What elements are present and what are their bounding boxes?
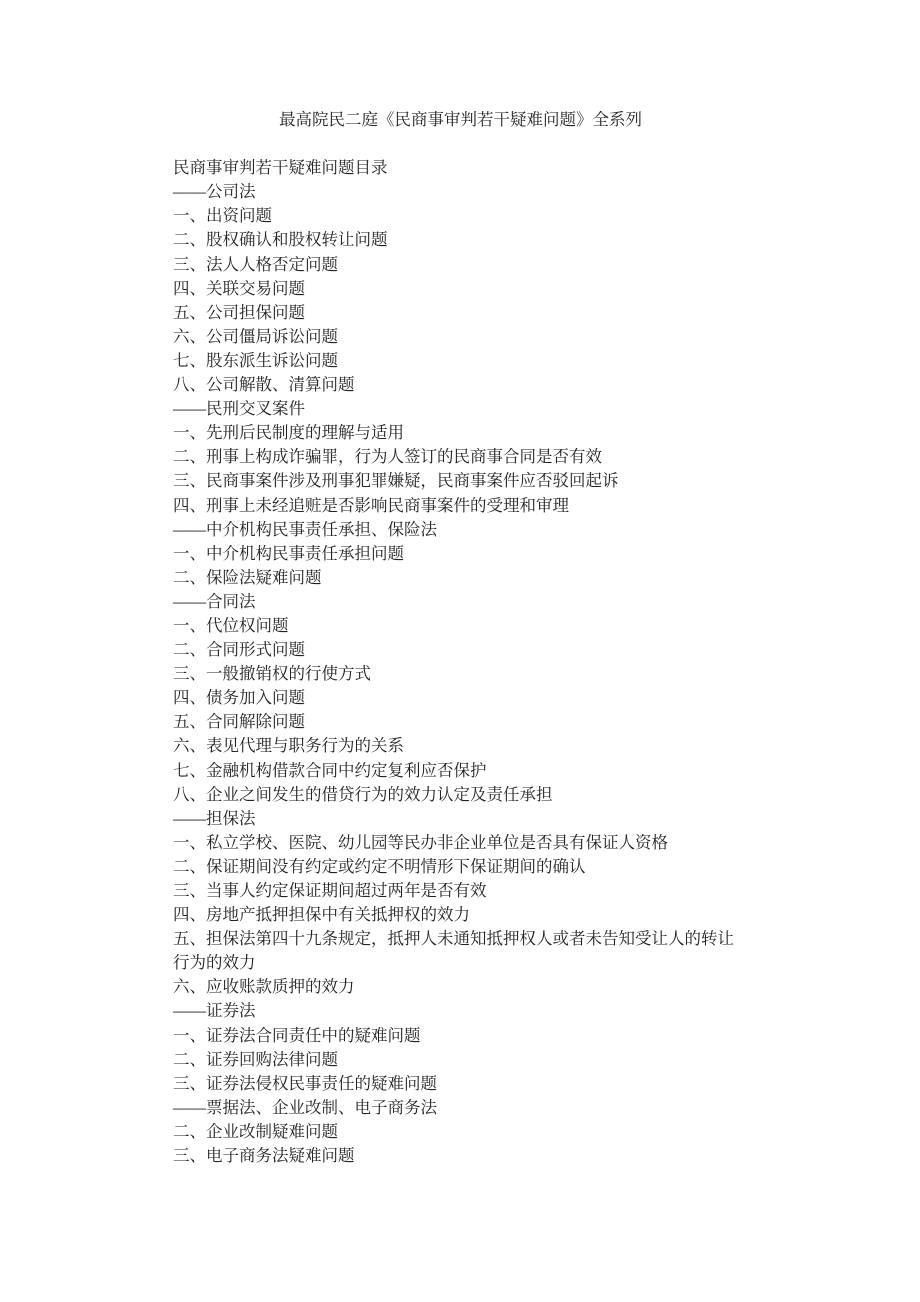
toc-line-section: ——民刑交叉案件: [173, 399, 305, 419]
document-title: 最高院民二庭《民商事审判若干疑难问题》全系列: [279, 110, 642, 129]
toc-line-item: 八、公司解散、清算问题: [173, 375, 355, 395]
toc-line-section: ——证券法: [173, 1001, 256, 1021]
toc-list: [173, 156, 748, 1168]
toc-line-item: 一、出资问题: [173, 206, 272, 226]
toc-line-item: 六、表见代理与职务行为的关系: [173, 736, 404, 756]
spacer-line: [173, 132, 748, 156]
toc-line-item: 一、先刑后民制度的理解与适用: [173, 423, 404, 443]
toc-line-item: 三、当事人约定保证期间超过两年是否有效: [173, 881, 487, 900]
toc-line-heading: 民商事审判若干疑难问题目录: [173, 158, 388, 178]
toc-line-item: 七、金融机构借款合同中约定复利应否保护: [173, 760, 487, 780]
toc-line-item: 一、证券法合同责任中的疑难问题: [173, 1025, 421, 1045]
toc-line-item: 八、企业之间发生的借贷行为的效力认定及责任承担: [173, 784, 553, 804]
toc-line-section: ——担保法: [173, 808, 256, 828]
toc-line-item: 六、公司僵局诉讼问题: [173, 326, 338, 346]
toc-line-item: 五、公司担保问题: [173, 302, 305, 322]
toc-line-section: ——票据法、企业改制、电子商务法: [173, 1097, 437, 1117]
toc-line-item: 二、刑事上构成诈骗罪，行为人签订的民商事合同是否有效: [173, 447, 602, 467]
toc-line-item: 一、代位权问题: [173, 615, 289, 635]
toc-line-item: 四、债务加入问题: [173, 688, 305, 708]
toc-line-section: ——合同法: [173, 591, 256, 611]
toc-line-item: 二、股权确认和股权转让问题: [173, 230, 388, 250]
toc-line-item: 三、民商事案件涉及刑事犯罪嫌疑，民商事案件应否驳回起诉: [173, 471, 619, 491]
toc-line-section: ——中介机构民事责任承担、保险法: [173, 519, 437, 539]
toc-line-item: 二、合同形式问题: [173, 640, 305, 660]
toc-line-item: 二、保险法疑难问题: [173, 567, 322, 587]
toc-line-item: 三、电子商务法疑难问题: [173, 1146, 355, 1166]
toc-line-item: 六、应收账款质押的效力: [173, 977, 355, 997]
toc-line-item: 三、法人人格否定问题: [173, 254, 338, 274]
toc-line-item: 五、担保法第四十九条规定，抵押人未通知抵押权人或者未告知受让人的转让: [173, 929, 734, 949]
toc-line-continuation: 行为的效力: [173, 953, 256, 973]
toc-line-item: 四、房地产抵押担保中有关抵押权的效力: [173, 905, 470, 925]
toc-line-item: 七、股东派生诉讼问题: [173, 350, 338, 370]
toc-line-item: 四、刑事上未经追赃是否影响民商事案件的受理和审理: [173, 495, 569, 515]
toc-line-item: 三、一般撤销权的行使方式: [173, 664, 371, 684]
toc-line-item: 二、保证期间没有约定或约定不明情形下保证期间的确认: [173, 856, 586, 876]
toc-line-section: ——公司法: [173, 182, 256, 202]
toc-line-item: 四、关联交易问题: [173, 278, 305, 298]
toc-line-item: 一、中介机构民事责任承担问题: [173, 543, 404, 563]
toc-line-item: 一、私立学校、医院、幼儿园等民办非企业单位是否具有保证人资格: [173, 832, 668, 852]
toc-line-item: 五、合同解除问题: [173, 712, 305, 732]
toc-line-item: 三、证券法侵权民事责任的疑难问题: [173, 1073, 437, 1093]
toc-line-item: 二、证券回购法律问题: [173, 1049, 338, 1069]
toc-line-item: 二、企业改制疑难问题: [173, 1121, 338, 1141]
